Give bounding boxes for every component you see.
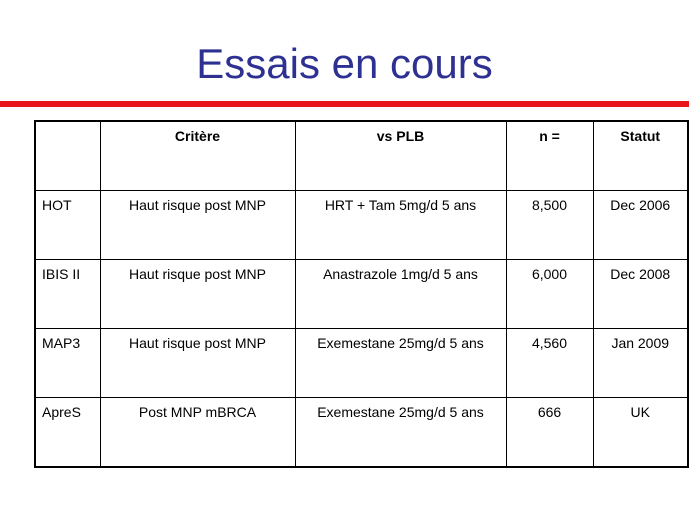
table-row [35,191,688,260]
trials-table [34,120,689,468]
cell-trial: IBIS II [35,260,100,329]
cell-statut: UK [593,398,688,468]
cell-vs-plb: Exemestane 25mg/d 5 ans [295,329,506,398]
title-divider [0,101,689,107]
table-header-row [35,121,688,191]
header-trial [35,121,100,191]
cell-n: 4,560 [506,329,593,398]
cell-statut: Dec 2008 [593,260,688,329]
header-statut: Statut [593,121,688,191]
cell-statut: Jan 2009 [593,329,688,398]
cell-vs-plb: HRT + Tam 5mg/d 5 ans [295,191,506,260]
cell-n: 8,500 [506,191,593,260]
cell-vs-plb: Exemestane 25mg/d 5 ans [295,398,506,468]
slide-title: Essais en cours [196,40,493,87]
cell-n: 666 [506,398,593,468]
cell-n: 6,000 [506,260,593,329]
table-row [35,329,688,398]
cell-critere: Haut risque post MNP [100,260,295,329]
table-row [35,398,688,468]
table-row [35,260,688,329]
header-critere: Critère [100,121,295,191]
cell-critere: Haut risque post MNP [100,191,295,260]
cell-trial: MAP3 [35,329,100,398]
header-n: n = [506,121,593,191]
cell-critere: Haut risque post MNP [100,329,295,398]
cell-trial: ApreS [35,398,100,468]
cell-vs-plb: Anastrazole 1mg/d 5 ans [295,260,506,329]
cell-statut: Dec 2006 [593,191,688,260]
cell-trial: HOT [35,191,100,260]
header-vs-plb: vs PLB [295,121,506,191]
cell-critere: Post MNP mBRCA [100,398,295,468]
